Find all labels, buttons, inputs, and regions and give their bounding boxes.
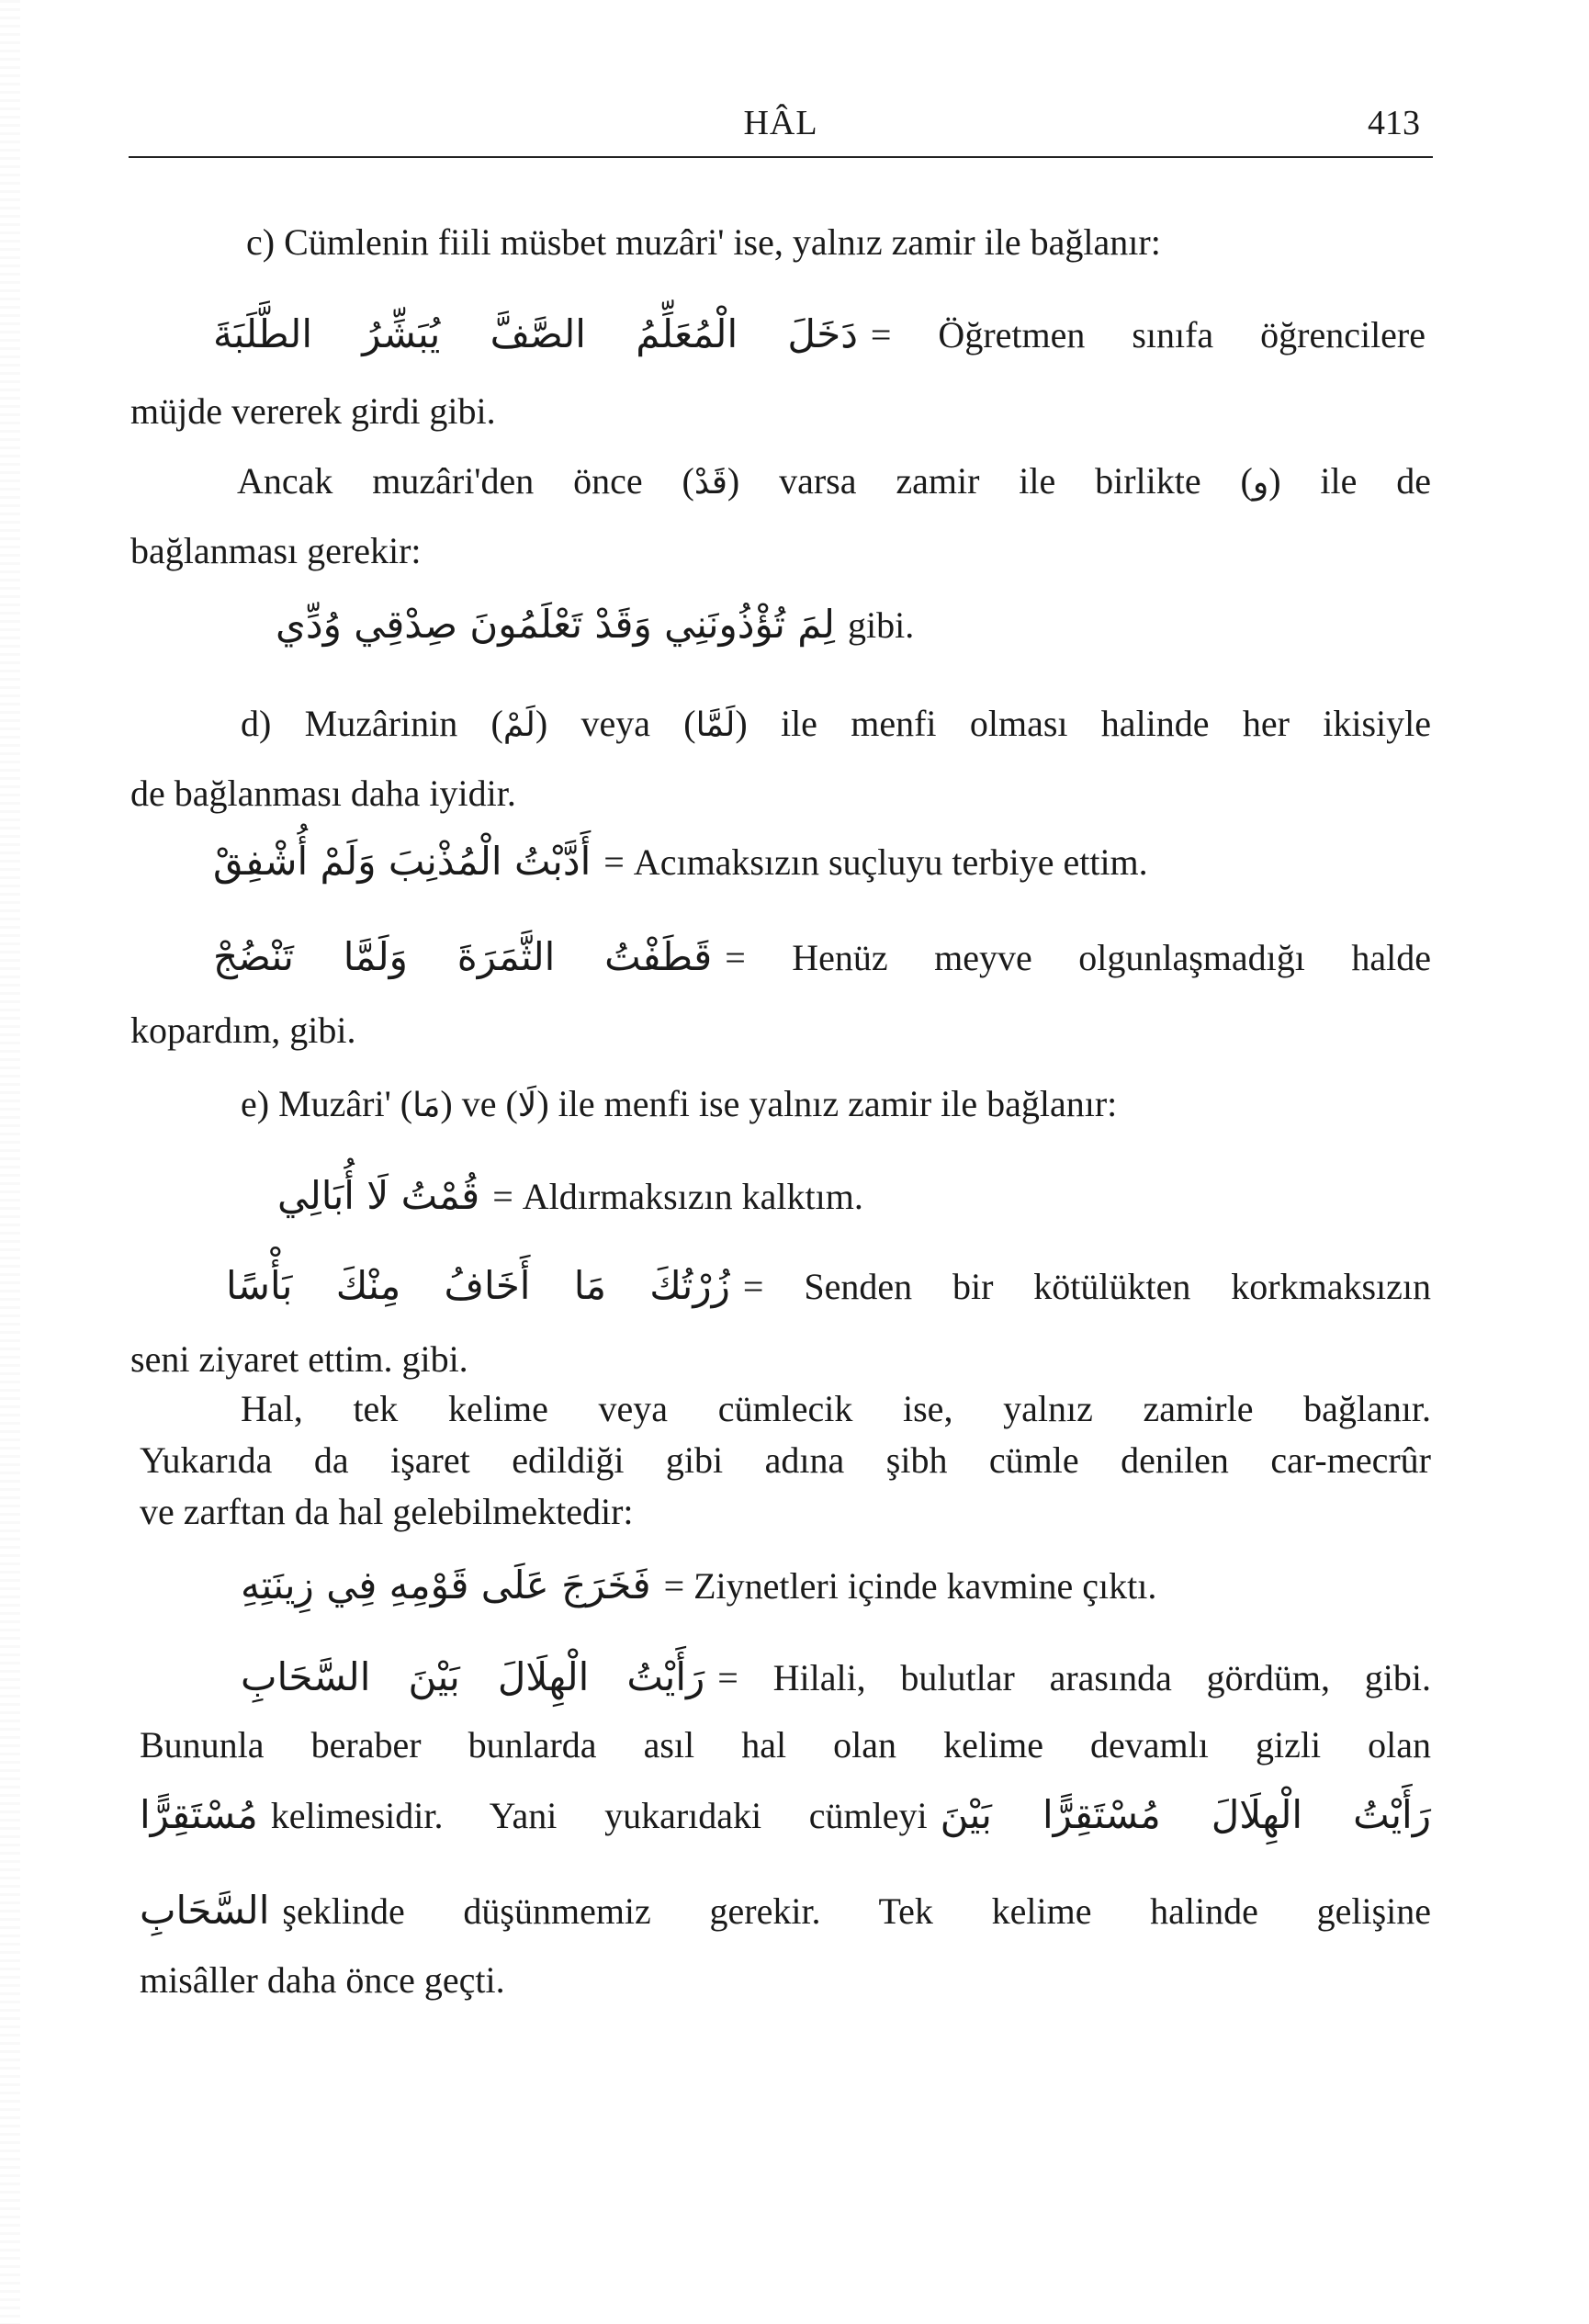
translation: = Acımaksızın suçluyu terbiye ettim. bbox=[603, 841, 1148, 883]
translation: = Ziynetleri içinde kavmine çıktı. bbox=[663, 1565, 1157, 1607]
translation: = Henüz meyve olgunlaşmadığı halde bbox=[725, 937, 1431, 978]
arabic-example: قَطَفْتُ الثَّمَرَةَ وَلَمَّا تَنْضُجْ bbox=[213, 934, 713, 979]
paragraph-line: d) Muzârinin (لَمْ) veya (لَمَّا) ile menfi olması halinde her ikisiyle bbox=[241, 703, 1431, 744]
paragraph-line: Ancak muzâri'den önce (قَدْ) varsa zamir ile birlikte (و) ile de bbox=[237, 460, 1431, 502]
paragraph-line: c) Cümlenin fiili müsbet muzâri' ise, yalnız zamir ile bağlanır: bbox=[246, 221, 1161, 263]
page-number: 413 bbox=[1368, 104, 1420, 142]
paragraph-line: Hal, tek kelime veya cümlecik ise, yalnız zamirle bağlanır. bbox=[241, 1388, 1431, 1429]
arabic-particle: و bbox=[1252, 464, 1269, 502]
paragraph-line: müjde vererek girdi gibi. bbox=[130, 390, 496, 432]
paragraph-line: السَّحَابِ şeklinde düşünmemiz gerekir. Tek kelime halinde gelişine bbox=[140, 1888, 1431, 1933]
arabic-particle: لَا bbox=[517, 1087, 537, 1124]
translation: = Senden bir kötülükten korkmaksızın bbox=[742, 1266, 1431, 1307]
arabic-word: السَّحَابِ bbox=[140, 1888, 270, 1933]
example-line bbox=[213, 310, 1426, 359]
arabic-word: مُسْتَقِرًّا bbox=[140, 1792, 258, 1837]
example-line bbox=[276, 601, 914, 649]
arabic-example: دَخَلَ الْمُعَلِّمُ الصَّفَّ يُبَشِّرُ الطَّلَبَةَ bbox=[213, 311, 858, 356]
translation: = Öğretmen sınıfa öğrencilere bbox=[870, 314, 1426, 355]
example-line bbox=[277, 1172, 863, 1221]
chapter-title: HÂL bbox=[743, 104, 818, 142]
arabic-example: أَدَّبْتُ الْمُذْنِبَ وَلَمْ أُشْفِقْ bbox=[213, 839, 592, 884]
arabic-example: رَأَيْتُ الْهِلَالَ مُسْتَقِرًّا بَيْنَ bbox=[940, 1792, 1431, 1837]
arabic-example: فَخَرَجَ عَلَى قَوْمِهِ فِي زِينَتِهِ bbox=[241, 1562, 651, 1608]
arabic-particle: قَدْ bbox=[693, 464, 727, 502]
paragraph-line: seni ziyaret ettim. gibi. bbox=[130, 1338, 468, 1380]
page-edge-shading bbox=[0, 0, 20, 2324]
header-rule bbox=[129, 156, 1433, 158]
example-line bbox=[213, 838, 1148, 886]
example-line bbox=[213, 933, 1431, 982]
arabic-example: قُمْتُ لَا أُبَالِي bbox=[277, 1173, 480, 1218]
example-line bbox=[241, 1653, 1431, 1702]
paragraph-line: Bununla beraber bunlarda asıl hal olan kelime devamlı gizli olan bbox=[140, 1724, 1431, 1766]
arabic-particle: لَمَّا bbox=[695, 706, 736, 744]
example-line bbox=[241, 1562, 1156, 1610]
arabic-example: لِمَ تُؤْذُونَنِي وَقَدْ تَعْلَمُونَ صِدْقِي وُدِّي bbox=[276, 602, 835, 647]
translation: = Hilali, bulutlar arasında gördüm, gibi. bbox=[717, 1657, 1431, 1698]
paragraph-line: مُسْتَقِرًّا kelimesidir. Yani yukarıdaki cümleyi رَأَيْتُ الْهِلَالَ مُسْتَقِرًّا بَيْنَ bbox=[140, 1792, 1431, 1837]
translation: = Aldırmaksızın kalktım. bbox=[492, 1176, 863, 1217]
paragraph-line: kopardım, gibi. bbox=[130, 1010, 356, 1051]
paragraph-line: misâller daha önce geçti. bbox=[140, 1959, 505, 2001]
running-header bbox=[129, 103, 1433, 158]
arabic-particle: مَا bbox=[412, 1087, 441, 1124]
paragraph-line: Yukarıda da işaret edildiği gibi adına şibh cümle denilen car-mecrûr bbox=[140, 1439, 1431, 1481]
paragraph-line: ve zarftan da hal gelebilmektedir: bbox=[140, 1491, 634, 1532]
paragraph-line: e) Muzâri' (مَا) ve (لَا) ile menfi ise yalnız zamir ile bağlanır: bbox=[241, 1083, 1118, 1124]
translation: gibi. bbox=[847, 604, 915, 646]
paragraph-line: bağlanması gerekir: bbox=[130, 530, 422, 571]
arabic-example: زُرْتُكَ مَا أَخَافُ مِنْكَ بَأْسًا bbox=[226, 1263, 730, 1308]
paragraph-line: de bağlanması daha iyidir. bbox=[130, 773, 516, 814]
arabic-example: رَأَيْتُ الْهِلَالَ بَيْنَ السَّحَابِ bbox=[241, 1654, 705, 1699]
example-line bbox=[226, 1262, 1431, 1311]
arabic-particle: لَمْ bbox=[502, 706, 535, 744]
